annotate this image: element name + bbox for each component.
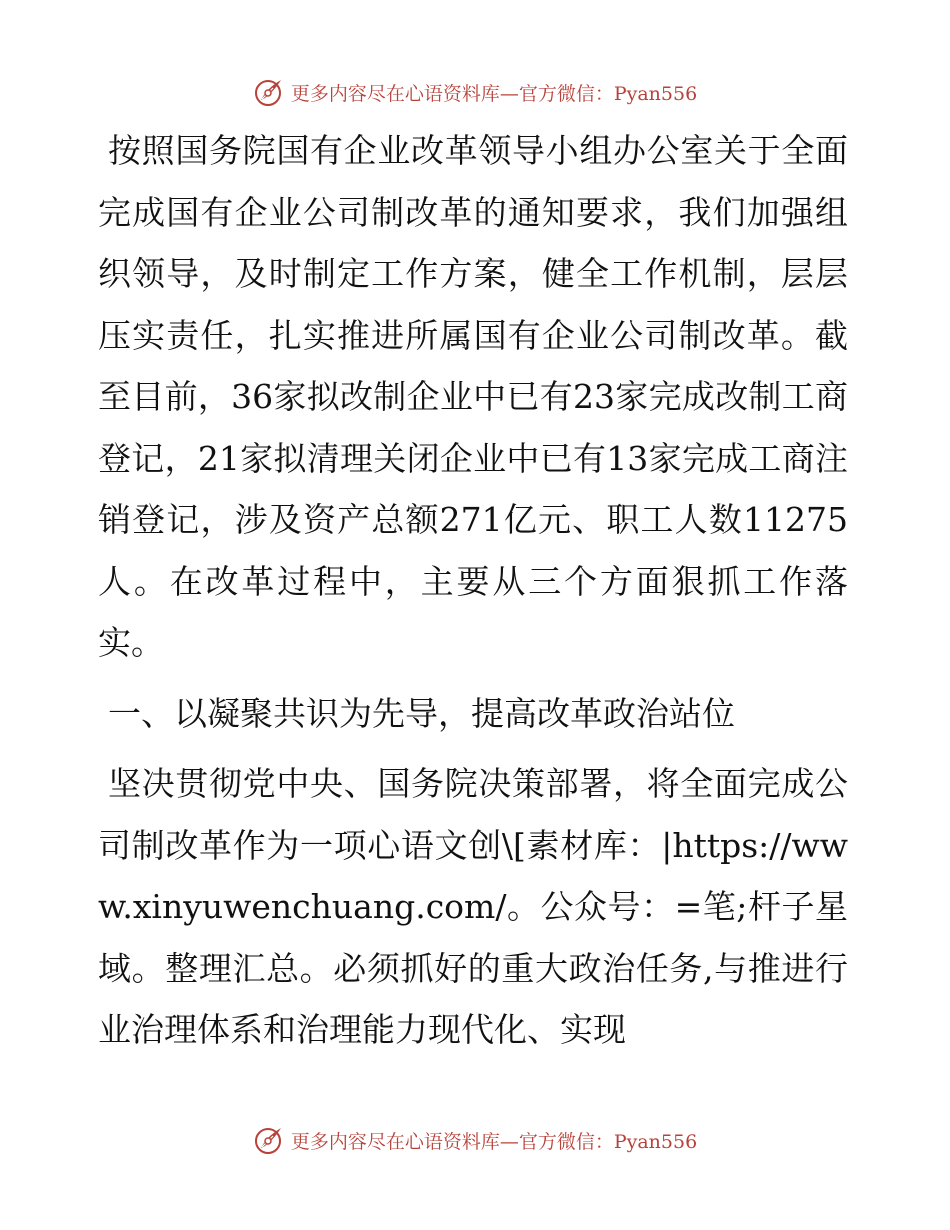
document-body: [98, 120, 848, 1061]
footer-brand-dash: —: [499, 1130, 519, 1153]
body-paragraph-1: 按照国务院国有企业改革领导小组办公室关于全面完成国有企业公司制改革的通知要求，我们加强组织领导，及时制定工作方案，健全工作机制，层层压实责任，扎实推进所属国有企业公司制改革。截至目前，36家拟改制企业中已有23家完成改制工商登记，21家拟清理关闭企业中已有13家完成工商注销登记，涉及资产总额271亿元、职工人数11275人。在改革过程中，主要从三个方面狠抓工作落实。: [98, 131, 848, 662]
page-header: [0, 72, 950, 112]
feather-pen-circle-icon: [253, 1124, 285, 1156]
header-brand-wechat: 官方微信：Pyan556: [518, 82, 698, 105]
header-brand: [253, 76, 697, 108]
page-footer: [0, 1120, 950, 1160]
body-paragraph-2: 坚决贯彻党中央、国务院决策部署，将全面完成公司制改革作为一项心语文创\[素材库：|https://www.xinyuwenchuang.com/。公众号：=笔;杆子星域。整理汇总。必须抓好的重大政治任务,与推进行业治理体系和治理能力现代化、实现: [98, 764, 848, 1049]
footer-brand-wechat: 官方微信：Pyan556: [518, 1130, 698, 1153]
feather-pen-circle-icon: [253, 76, 285, 108]
header-brand-title: 更多内容尽在心语资料库: [290, 82, 500, 105]
header-brand-dash: —: [499, 82, 519, 105]
footer-brand: [253, 1124, 697, 1156]
section-heading-1: 一、以凝聚共识为先导，提高改革政治站位: [108, 693, 735, 733]
footer-brand-title: 更多内容尽在心语资料库: [290, 1130, 500, 1153]
